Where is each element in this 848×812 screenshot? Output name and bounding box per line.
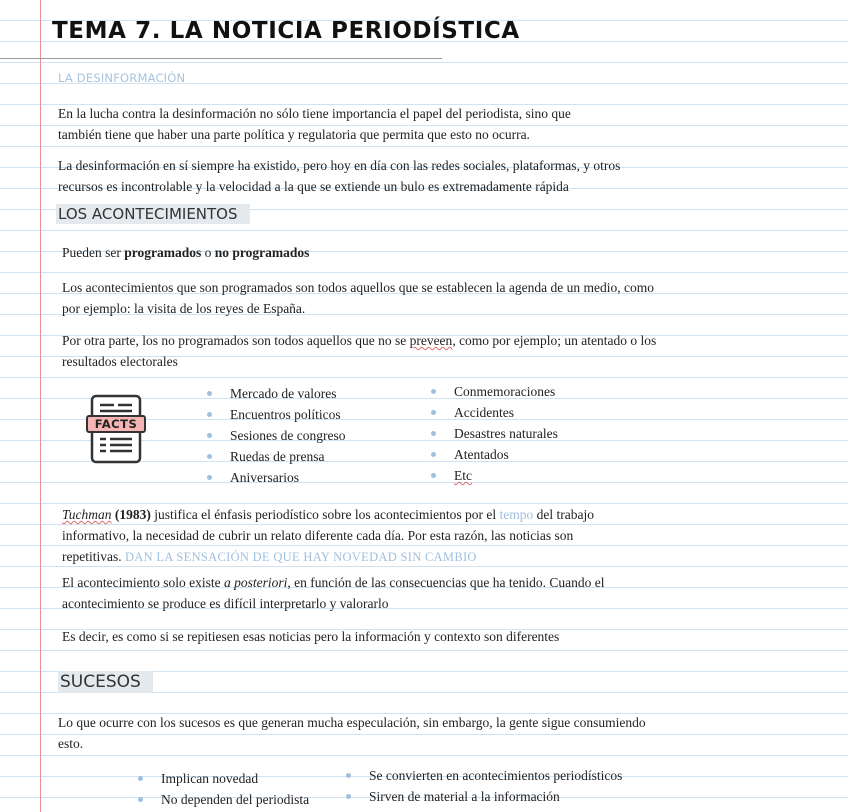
list-item: No dependen del periodista	[138, 789, 309, 810]
tempo-term: tempo	[499, 507, 534, 522]
acontecimientos-list-left	[207, 383, 345, 488]
list-item: Aniversarios	[207, 467, 345, 488]
list-item: Desastres naturales	[431, 423, 558, 444]
tuchman-paragraph: Tuchman (1983) justifica el énfasis periodístico sobre los acontecimientos por el tempo del trabajo informativo, la necesidad de cubrir un relato diferente cada día. Por esta razón, las noticias son repetitivas. DAN LA SENSACIÓN DE QUE HAY NOVEDAD SIN CAMBIO	[62, 507, 595, 564]
tuchman-year: (1983)	[114, 507, 151, 522]
acontecimientos-heading: LOS ACONTECIMIENTOS	[56, 204, 250, 224]
facts-document-icon	[86, 393, 146, 465]
list-item: Mercado de valores	[207, 383, 345, 404]
list-item: Encuentros políticos	[207, 404, 345, 425]
desinformacion-heading: LA DESINFORMACIÓN	[58, 71, 186, 85]
list-item: Ruedas de prensa	[207, 446, 345, 467]
sucesos-list-left	[138, 768, 309, 810]
no-programados-paragraph: Por otra parte, los no programados son todos aquellos que no se preveen, como por ejemplo; un atentado o los resultados electorales	[62, 333, 657, 369]
page-title: TEMA 7. LA NOTICIA PERIODÍSTICA	[52, 18, 520, 44]
list-item: Implican novedad	[138, 768, 309, 789]
list-item: Conmemoraciones	[431, 381, 558, 402]
posteriori-paragraph: El acontecimiento solo existe a posteriori, en función de las consecuencias que ha tenido. Cuando el acontecimiento se produce es difícil interpretarlo y valorarlo	[62, 575, 605, 611]
desinformacion-paragraph-1: En la lucha contra la desinformación no sólo tiene importancia el papel del periodista, sino que también tiene que haber una parte política y regulatoria que permita que esto no ocurra.	[58, 106, 571, 142]
tuchman-author: Tuchman	[62, 507, 112, 522]
list-item: Etc	[431, 465, 558, 486]
highlight-caps: DAN LA SENSACIÓN DE QUE HAY NOVEDAD SIN CAMBIO	[124, 550, 477, 564]
list-item: Sesiones de congreso	[207, 425, 345, 446]
sucesos-list-right	[346, 765, 622, 807]
spelling-error-word: preveen	[409, 333, 453, 348]
programados-term: programados	[124, 245, 202, 260]
acontecimientos-list-right	[431, 381, 558, 486]
es-decir-paragraph: Es decir, es como si se repitiesen esas noticias pero la información y contexto son diferentes	[62, 629, 560, 644]
programados-paragraph: Los acontecimientos que son programados son todos aquellos que se establecen la agenda de un medio, como por ejemplo: la visita de los reyes de España.	[62, 280, 654, 316]
list-item: Sirven de material a la información	[346, 786, 622, 807]
sucesos-heading: SUCESOS	[58, 671, 153, 693]
list-item: Atentados	[431, 444, 558, 465]
programados-line: Pueden ser programados o no programados	[62, 245, 310, 260]
title-underline	[0, 58, 442, 59]
a-posteriori-term: a posteriori	[223, 575, 288, 590]
list-item: Accidentes	[431, 402, 558, 423]
facts-label: FACTS	[94, 417, 138, 431]
no-programados-term: no programados	[214, 245, 310, 260]
desinformacion-paragraph-2: La desinformación en sí siempre ha existido, pero hoy en día con las redes sociales, plataformas, y otros recursos es incontrolable y la velocidad a la que se extiende un bulo es extremadamente rápida	[58, 158, 621, 194]
list-item: Se convierten en acontecimientos periodísticos	[346, 765, 622, 786]
notebook-margin-line	[40, 0, 41, 812]
sucesos-paragraph: Lo que ocurre con los sucesos es que generan mucha especulación, sin embargo, la gente sigue consumiendo esto.	[58, 715, 646, 751]
